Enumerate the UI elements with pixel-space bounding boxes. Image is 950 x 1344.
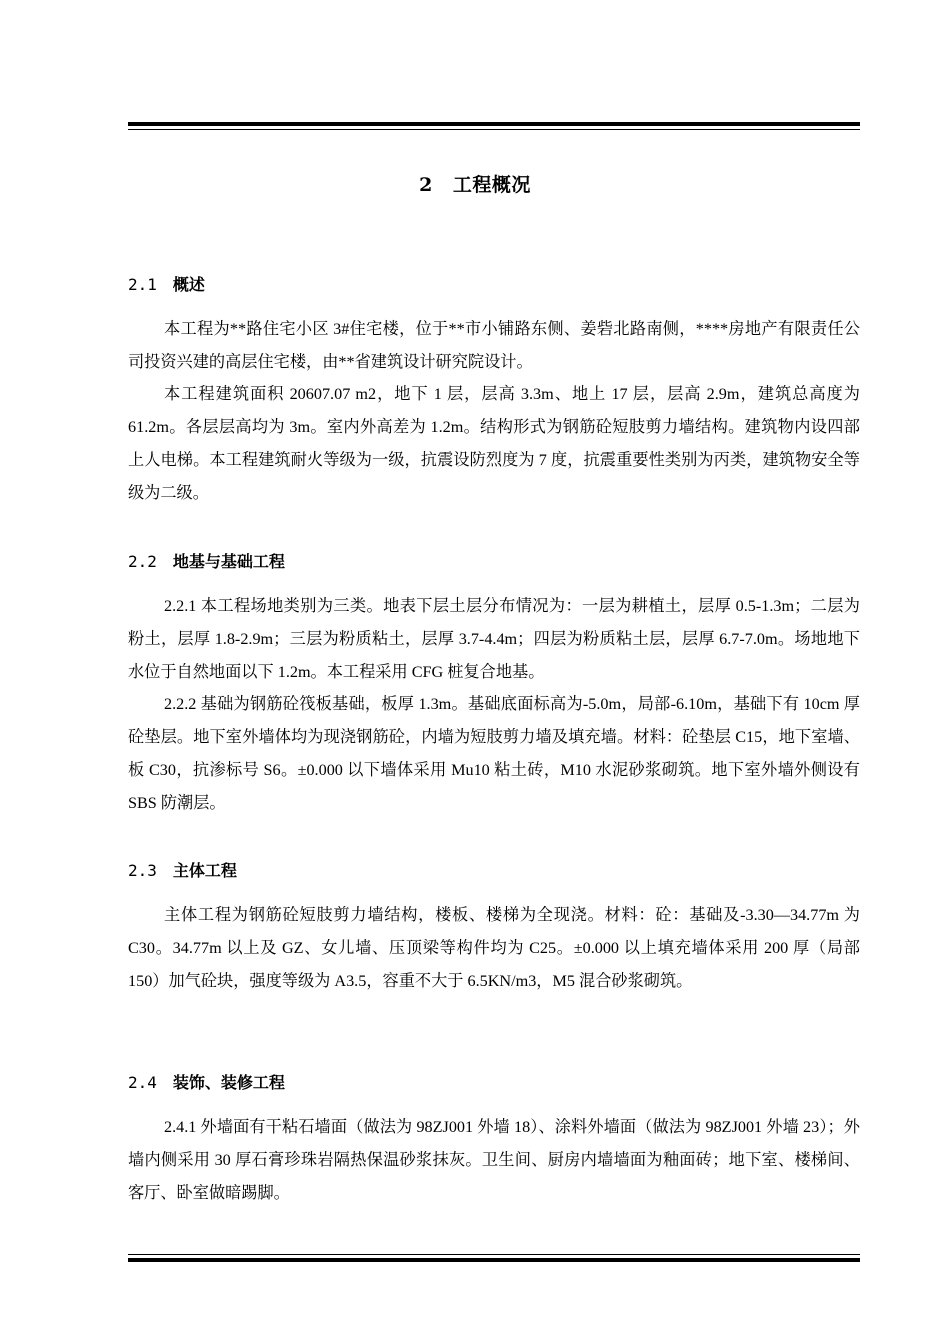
paragraph: 2.2.1 本工程场地类别为三类。地表下层土层分布情况为：一层为耕植土，层厚 0.5-1.3m；二层为粉土，层厚 1.8-2.9m；三层为粉质粘土，层厚 3.7-4.4m；四层为粉质粘土层，层厚 6.7-7.0m。场地地下水位于自然地面以下 1.2m。本工程采用 CFG 桩复合地基。 — [128, 597, 860, 681]
section-heading-2-2: 2.2 地基与基础工程 — [128, 552, 285, 571]
paragraph: 主体工程为钢筋砼短肢剪力墙结构，楼板、楼梯为全现浇。材料：砼：基础及-3.30—34.77m 为 C30。34.77m 以上及 GZ、女儿墙、压顶梁等构件均为 C25。±0.000 以上填充墙体采用 200 厚（局部 150）加气砼块，强度等级为 A3.5，容重不大于 6.5KN/m3，M5 混合砂浆砌筑。 — [128, 906, 860, 990]
chapter-number: 2 — [419, 174, 433, 196]
header-rule-thick — [128, 122, 860, 126]
footer-rule-thin — [128, 1254, 860, 1255]
section-heading-2-3: 2.3 主体工程 — [128, 861, 237, 880]
section-heading-2-1: 2.1 概述 — [128, 275, 205, 294]
paragraph: 2.4.1 外墙面有干粘石墙面（做法为 98ZJ001 外墙 18）、涂料外墙面（做法为 98ZJ001 外墙 23）；外墙内侧采用 30 厚石膏珍珠岩隔热保温砂浆抹灰。卫生间、厨房内墙墙面为釉面砖；地下室、楼梯间、客厅、卧室做暗踢脚。 — [128, 1118, 860, 1202]
paragraph: 本工程建筑面积 20607.07 m2，地下 1 层，层高 3.3m、地上 17 层，层高 2.9m，建筑总高度为 61.2m。各层层高均为 3m。室内外高差为 1.2m。结构形式为钢筋砼短肢剪力墙结构。建筑物内设四部上人电梯。本工程建筑耐火等级为一级，抗震设防烈度为 7 度，抗震重要性类别为丙类，建筑物安全等级为二级。 — [128, 385, 860, 502]
footer-rule-thick — [128, 1258, 860, 1262]
section-heading-2-4: 2.4 装饰、装修工程 — [128, 1073, 285, 1092]
header-rule-thin — [128, 129, 860, 130]
paragraph: 本工程为**路住宅小区 3#住宅楼，位于**市小铺路东侧、姜砦北路南侧，****房地产有限责任公司投资兴建的高层住宅楼，由**省建筑设计研究院设计。 — [128, 320, 860, 371]
chapter-title-text: 工程概况 — [452, 174, 531, 196]
chapter-title — [0, 170, 950, 197]
paragraph: 2.2.2 基础为钢筋砼筏板基础，板厚 1.3m。基础底面标高为-5.0m，局部-6.10m，基础下有 10cm 厚砼垫层。地下室外墙体均为现浇钢筋砼，内墙为短肢剪力墙及填充墙。材料：砼垫层 C15，地下室墙、板 C30，抗渗标号 S6。±0.000 以下墙体采用 Mu10 粘土砖，M10 水泥砂浆砌筑。地下室外墙外侧设有 SBS 防潮层。 — [128, 695, 860, 812]
